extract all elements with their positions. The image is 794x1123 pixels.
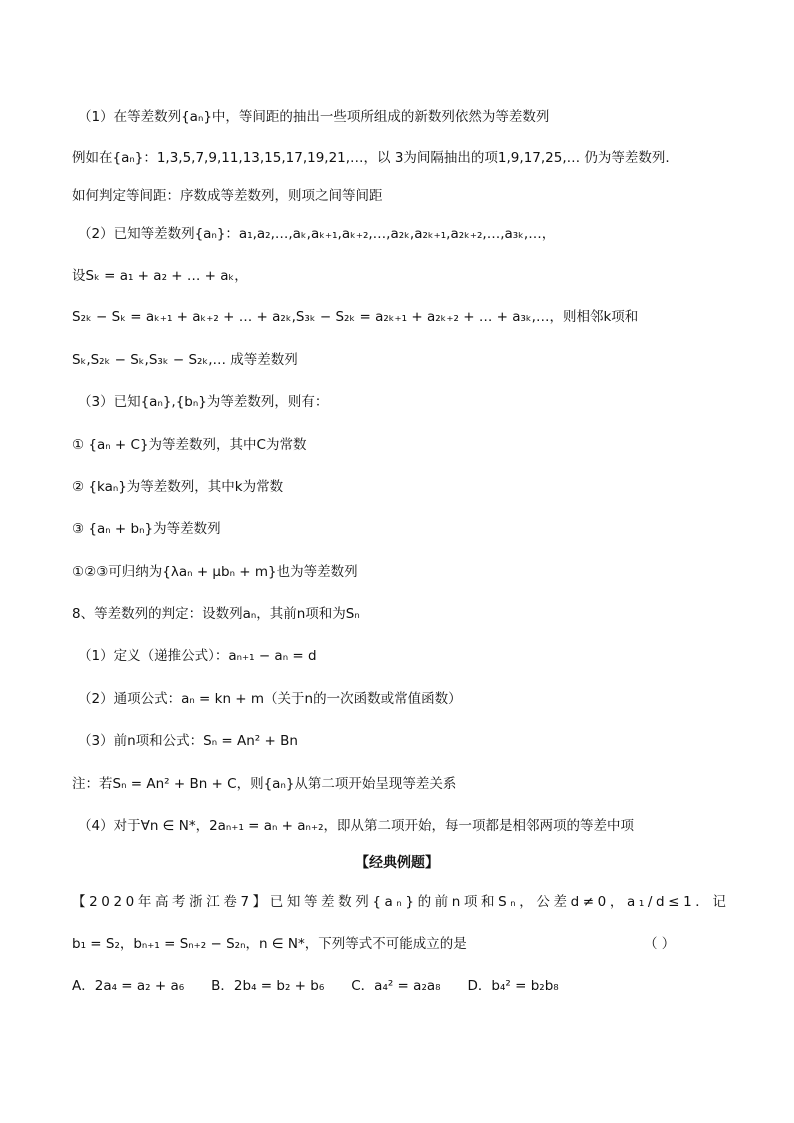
criteria-note: 注：若Sₙ = An² + Bn + C，则{aₙ}从第二项开始呈现等差关系 <box>72 776 457 792</box>
property-3-item-3: ③ {aₙ + bₙ}为等差数列 <box>72 521 221 537</box>
property-3-summary: ①②③可归纳为{λaₙ + μbₙ + m}也为等差数列 <box>72 564 358 580</box>
property-1: （1）在等差数列{aₙ}中，等间距的抽出一些项所组成的新数列依然为等差数列 <box>78 109 550 125</box>
property-2-diff: S₂ₖ − Sₖ = aₖ₊₁ + aₖ₊₂ + … + a₂ₖ,S₃ₖ − S₂ₖ = a₂ₖ₊₁ + a₂ₖ₊₂ + … + a₃ₖ,…，则相邻k项和 <box>72 309 639 325</box>
property-2-conclusion: Sₖ,S₂ₖ − Sₖ,S₃ₖ − S₂ₖ,… 成等差数列 <box>72 352 298 368</box>
answer-paren: （ ） <box>644 936 676 952</box>
criteria-title: 8、等差数列的判定：设数列aₙ，其前n项和为Sₙ <box>72 606 360 622</box>
criteria-2: （2）通项公式：aₙ = kn + m（关于n的一次函数或常值函数） <box>78 691 462 707</box>
property-1-example: 例如在{aₙ}：1,3,5,7,9,11,13,15,17,19,21,…，以 3为间隔抽出的项1,9,17,25,… 仍为等差数列. <box>72 150 670 166</box>
example-question-line-2: b₁ = S₂，bₙ₊₁ = Sₙ₊₂ − S₂ₙ，n ∈ N*，下列等式不可能成立的是 <box>72 936 467 952</box>
property-3-item-1: ① {aₙ + C}为等差数列，其中C为常数 <box>72 437 307 453</box>
property-2-sum: 设Sₖ = a₁ + a₂ + … + aₖ， <box>72 268 248 284</box>
example-question-line-1: 【2020年高考浙江卷7】已知等差数列{aₙ}的前n项和Sₙ，公差d≠0，a₁/d≤1．记 <box>72 894 730 910</box>
property-3-item-2: ② {kaₙ}为等差数列，其中k为常数 <box>72 479 284 495</box>
criteria-1: （1）定义（递推公式）：aₙ₊₁ − aₙ = d <box>78 648 317 664</box>
property-1-note: 如何判定等间距：序数成等差数列，则项之间等间距 <box>72 188 383 204</box>
example-options: A．2a₄ = a₂ + a₆ B．2b₄ = b₂ + b₆ C．a₄² = a₂a₈ D．b₄² = b₂b₈ <box>72 978 559 994</box>
example-heading: 【经典例题】 <box>355 855 439 871</box>
criteria-4: （4）对于∀n ∈ N*，2aₙ₊₁ = aₙ + aₙ₊₂，即从第二项开始，每一项都是相邻两项的等差中项 <box>78 818 634 834</box>
property-2: （2）已知等差数列{aₙ}：a₁,a₂,…,aₖ,aₖ₊₁,aₖ₊₂,…,a₂ₖ,a₂ₖ₊₁,a₂ₖ₊₂,…,a₃ₖ,…， <box>78 226 556 242</box>
criteria-3: （3）前n项和公式：Sₙ = An² + Bn <box>78 733 298 749</box>
property-3: （3）已知{aₙ},{bₙ}为等差数列，则有： <box>78 394 329 410</box>
